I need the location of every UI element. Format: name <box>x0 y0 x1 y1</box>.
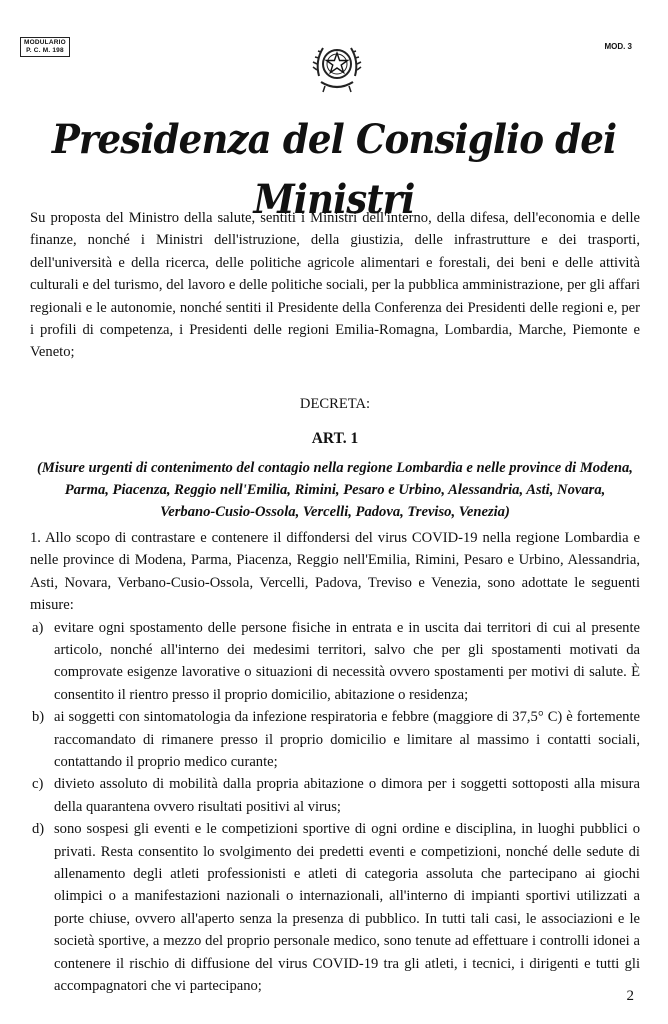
list-item-letter: d) <box>32 821 45 838</box>
list-item-text: evitare ogni spostamento delle persone fisiche in entrata e in uscita dai territori di cui al presente articolo, nonché all'interno dei medesimi territori, salvo che per gli spostamenti motivati da comprovate esigenze lavorative o situazioni di necessità ovvero spostamenti per motivi di salute. È consentito il rientro presso il proprio domicilio, abitazione o residenza; <box>54 619 640 703</box>
list-item-letter: c) <box>32 776 44 793</box>
list-item-text: ai soggetti con sintomatologia da infezione respiratoria e febbre (maggiore di 37,5° C) è fortemente raccomandato di rimanere presso il proprio domicilio e limitare al massimo i contatti sociali, contattando il proprio medico curante; <box>54 709 640 770</box>
article-subtitle: (Misure urgenti di contenimento del contagio nella regione Lombardia e nelle province di Modena, Parma, Piacenza, Reggio nell'Emilia, Rimini, Pesaro e Urbino, Alessandria, Asti, Novara, Verbano-Cusio-Ossola, Vercelli, Padova, Treviso, Venezia) <box>37 459 633 521</box>
modulario-stamp <box>20 37 70 57</box>
list-item-letter: a) <box>32 619 44 636</box>
page-title: Presidenza del Consiglio dei Ministri <box>51 116 617 223</box>
intro-paragraph: Su proposta del Ministro della salute, sentiti i Ministri dell'interno, della difesa, dell'economia e delle finanze, nonché i Ministri dell'istruzione, della giustizia, delle infrastrutture e dei trasporti, dell'università e della ricerca, delle politiche agricole alimentari e forestali, dei beni e delle attività culturali e del turismo, del lavoro e delle politiche sociali, per la pubblica amministrazione, per gli affari regionali e le autonomie, nonché sentiti il Presidente della Conferenza dei Presidenti delle regioni e, per i profili di competenza, i Presidenti delle regioni Emilia-Romagna, Lombardia, Marche, Piemonte e Veneto; <box>30 210 640 361</box>
list-item-letter: b) <box>32 709 45 726</box>
mod-label: MOD. 3 <box>604 42 632 51</box>
measures-list <box>30 617 640 998</box>
list-item-text: divieto assoluto di mobilità dalla propria abitazione o dimora per i soggetti sottoposti alla misura della quarantena ovvero risultati positivi al virus; <box>54 776 640 815</box>
article-title: ART. 1 <box>311 430 359 448</box>
list-item <box>30 818 640 997</box>
list-item <box>30 706 640 773</box>
page-number: 2 <box>626 988 634 1004</box>
document-body <box>30 207 640 997</box>
italian-republic-emblem-icon <box>311 36 363 98</box>
stamp-line-2: P. C. M. 198 <box>26 47 64 54</box>
paragraph-1: 1. Allo scopo di contrastare e contenere il diffondersi del virus COVID-19 nella regione Lombardia e nelle province di Modena, Parma, Piacenza, Reggio nell'Emilia, Rimini, Pesaro e Urbino, Alessandria, Asti, Novara, Verbano-Cusio-Ossola, Vercelli, Padova, Treviso e Venezia, sono adottate le seguenti misure: <box>30 529 640 614</box>
stamp-line-1: MODULARIO <box>24 39 66 46</box>
decreta-heading: DECRETA: <box>299 395 371 412</box>
list-item <box>30 773 640 818</box>
list-item <box>30 617 640 707</box>
list-item-text: sono sospesi gli eventi e le competizioni sportive di ogni ordine e disciplina, in luoghi pubblici o privati. Resta consentito lo svolgimento dei predetti eventi e competizioni, nonché delle sedute di allenamento degli atleti professionisti e atleti di categoria assoluta che partecipano ai giochi olimpici o a manifestazioni nazionali o internazionali, all'interno di impianti sportivi utilizzati a porte chiuse, ovvero all'aperto senza la presenza di pubblico. In tutti tali casi, le associazioni e le società sportive, a mezzo del proprio personale medico, sono tenute ad effettuare i controlli idonei a contenere il rischio di diffusione del virus COVID-19 tra gli atleti, i tecnici, i dirigenti e tutti gli accompagnatori che vi partecipano; <box>54 821 640 994</box>
